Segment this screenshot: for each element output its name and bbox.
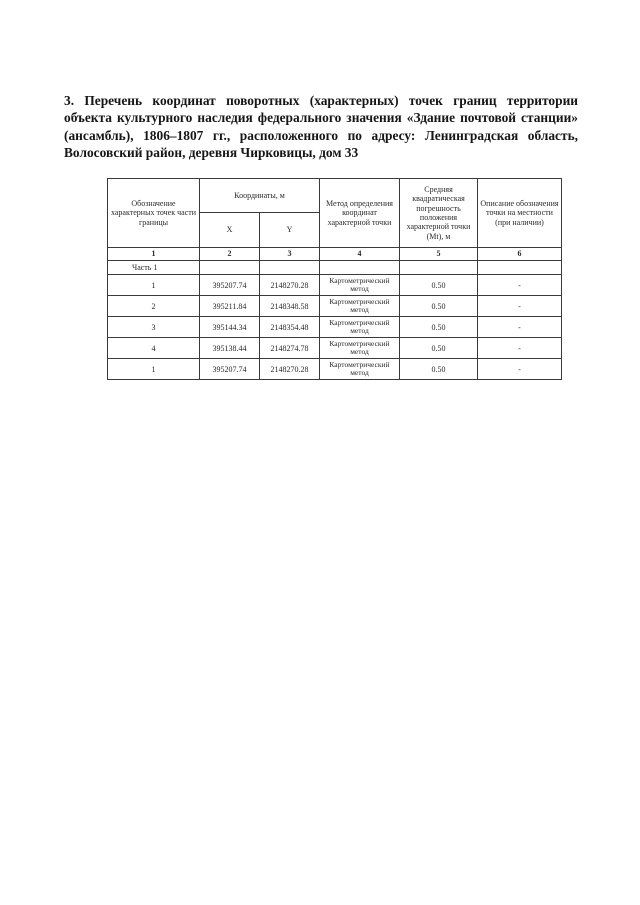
header-description: Описание обозначения точки на местности (при наличии)	[478, 179, 562, 248]
empty-cell	[200, 261, 260, 275]
part-label: Часть 1	[108, 261, 200, 275]
method-cell: Картометрический метод	[320, 317, 400, 338]
empty-cell	[320, 261, 400, 275]
column-number: 1	[108, 248, 200, 261]
header-method: Метод определения координат характерной точки	[320, 179, 400, 248]
method-cell: Картометрический метод	[320, 275, 400, 296]
table-row	[108, 359, 562, 380]
header-y: Y	[260, 213, 320, 248]
description-cell: -	[478, 359, 562, 380]
header-point: Обозначение характерных точек части границы	[108, 179, 200, 248]
accuracy-cell: 0.50	[400, 317, 478, 338]
x-coordinate-cell: 395207.74	[200, 359, 260, 380]
x-coordinate-cell: 395207.74	[200, 275, 260, 296]
y-coordinate-cell: 2148270.28	[260, 359, 320, 380]
column-number-row	[108, 248, 562, 261]
table-row	[108, 275, 562, 296]
method-cell: Картометрический метод	[320, 359, 400, 380]
point-cell: 1	[108, 359, 200, 380]
point-cell: 1	[108, 275, 200, 296]
x-coordinate-cell: 395211.84	[200, 296, 260, 317]
column-number: 2	[200, 248, 260, 261]
column-number: 6	[478, 248, 562, 261]
header-accuracy: Средняя квадратическая погрешность положения характерной точки (Mt), м	[400, 179, 478, 248]
description-cell: -	[478, 338, 562, 359]
column-number: 5	[400, 248, 478, 261]
header-x: X	[200, 213, 260, 248]
y-coordinate-cell: 2148354.48	[260, 317, 320, 338]
accuracy-cell: 0.50	[400, 338, 478, 359]
x-coordinate-cell: 395138.44	[200, 338, 260, 359]
accuracy-cell: 0.50	[400, 275, 478, 296]
empty-cell	[400, 261, 478, 275]
column-number: 4	[320, 248, 400, 261]
y-coordinate-cell: 2148274.78	[260, 338, 320, 359]
document-heading: 3. Перечень координат поворотных (характерных) точек границ территории объекта культурного наследия федерального значения «Здание почтовой станции» (ансамбль), 1806–1807 гг., расположенного по адресу: Ленинградская область, Волосовский район, деревня Чирковицы, дом 33	[64, 93, 578, 160]
empty-cell	[260, 261, 320, 275]
coordinates-table	[107, 178, 562, 380]
point-cell: 2	[108, 296, 200, 317]
column-number: 3	[260, 248, 320, 261]
coordinates-table-header	[108, 179, 562, 248]
y-coordinate-cell: 2148348.58	[260, 296, 320, 317]
empty-cell	[478, 261, 562, 275]
accuracy-cell: 0.50	[400, 359, 478, 380]
description-cell: -	[478, 296, 562, 317]
header-coords: Координаты, м	[200, 179, 320, 213]
table-row	[108, 317, 562, 338]
point-cell: 3	[108, 317, 200, 338]
x-coordinate-cell: 395144.34	[200, 317, 260, 338]
y-coordinate-cell: 2148270.28	[260, 275, 320, 296]
method-cell: Картометрический метод	[320, 296, 400, 317]
description-cell: -	[478, 317, 562, 338]
accuracy-cell: 0.50	[400, 296, 478, 317]
table-row	[108, 296, 562, 317]
description-cell: -	[478, 275, 562, 296]
coordinates-table-body	[108, 248, 562, 380]
point-cell: 4	[108, 338, 200, 359]
method-cell: Картометрический метод	[320, 338, 400, 359]
part-row	[108, 261, 562, 275]
table-row	[108, 338, 562, 359]
